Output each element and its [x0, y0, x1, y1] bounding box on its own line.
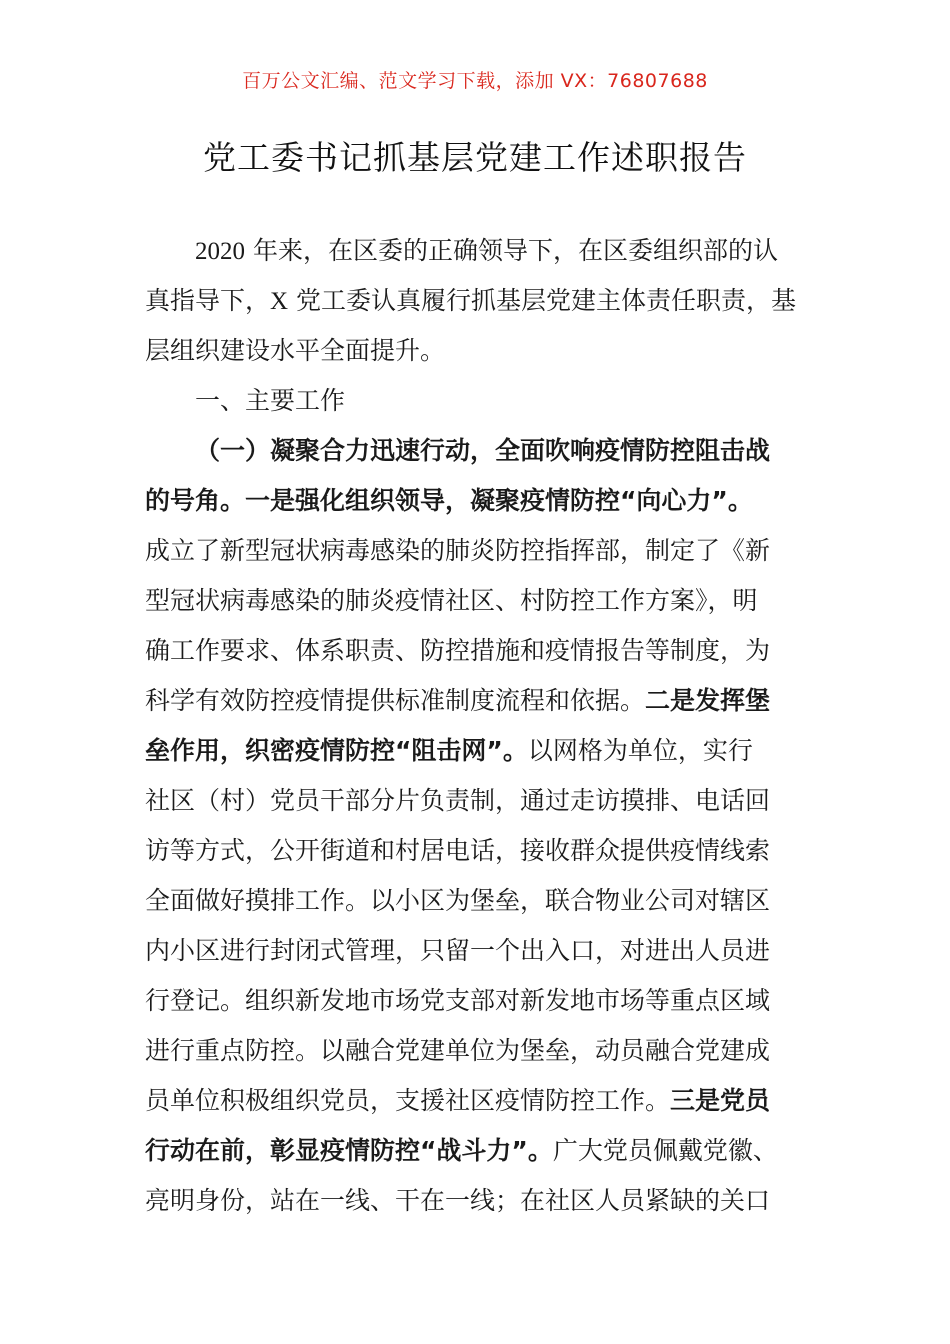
paragraph-line: 行登记。组织新发地市场党支部对新发地市场等重点区域	[145, 986, 771, 1015]
line-text: 年来，在区委的正确领导下，在区委组织部的认	[245, 236, 778, 265]
paragraph-line: 进行重点防控。以融合党建单位为堡垒，动员融合党建成	[145, 1036, 771, 1065]
bold-text: 垒作用，织密疫情防控“阻击网”。	[145, 736, 528, 765]
paragraph-line: 层组织建设水平全面提升。	[145, 336, 446, 365]
paragraph-line: 确工作要求、体系职责、防控措施和疫情报告等制度，为	[145, 636, 771, 665]
paragraph-line	[145, 726, 811, 776]
bold-text: 三是党员	[670, 1086, 771, 1115]
line-text: 员单位积极组织党员，支援社区疫情防控工作。	[145, 1086, 671, 1115]
paragraph-line: 成立了新型冠状病毒感染的肺炎防控指挥部，制定了《新	[145, 536, 771, 565]
header-note: 百万公文汇编、范文学习下载，添加 VX：76807688	[242, 70, 708, 92]
line-text: 科学有效防控疫情提供标准制度流程和依据。	[145, 686, 646, 715]
paragraph-line	[145, 1076, 811, 1126]
bold-text: 二是发挥堡	[645, 686, 771, 715]
line-text: X	[270, 288, 289, 315]
paragraph-line	[145, 226, 811, 276]
line-text: 广大党员佩戴党徽、	[552, 1136, 778, 1165]
year-text: 2020	[195, 238, 245, 265]
paragraph-line: 型冠状病毒感染的肺炎疫情社区、村防控工作方案》，明	[145, 586, 758, 615]
paragraph-line	[145, 276, 811, 326]
line-text: 党工委认真履行抓基层党建主体责任职责，基	[288, 286, 797, 315]
paragraph-line: 访等方式，公开街道和村居电话，接收群众提供疫情线索	[145, 836, 771, 865]
subsection-heading: （一）凝聚合力迅速行动，全面吹响疫情防控阻击战	[195, 436, 771, 465]
bold-text: 行动在前，彰显疫情防控“战斗力”。	[145, 1136, 553, 1165]
document-body	[145, 226, 811, 1226]
line-text: 真指导下，	[145, 286, 271, 315]
paragraph-line: 内小区进行封闭式管理，只留一个出入口，对进出人员进	[145, 936, 771, 965]
section-heading: 一、主要工作	[195, 386, 346, 415]
document-title: 党工委书记抓基层党建工作述职报告	[203, 138, 747, 177]
paragraph-line	[145, 676, 811, 726]
subsection-heading-line: 的号角。一是强化组织领导，凝聚疫情防控“向心力”。	[145, 486, 753, 515]
line-text: 以网格为单位，实行	[527, 736, 753, 765]
paragraph-line	[145, 1126, 811, 1176]
paragraph-line: 全面做好摸排工作。以小区为堡垒，联合物业公司对辖区	[145, 886, 771, 915]
paragraph-line: 社区（村）党员干部分片负责制，通过走访摸排、电话回	[145, 786, 771, 815]
paragraph-line: 亮明身份，站在一线、干在一线；在社区人员紧缺的关口	[145, 1186, 771, 1215]
